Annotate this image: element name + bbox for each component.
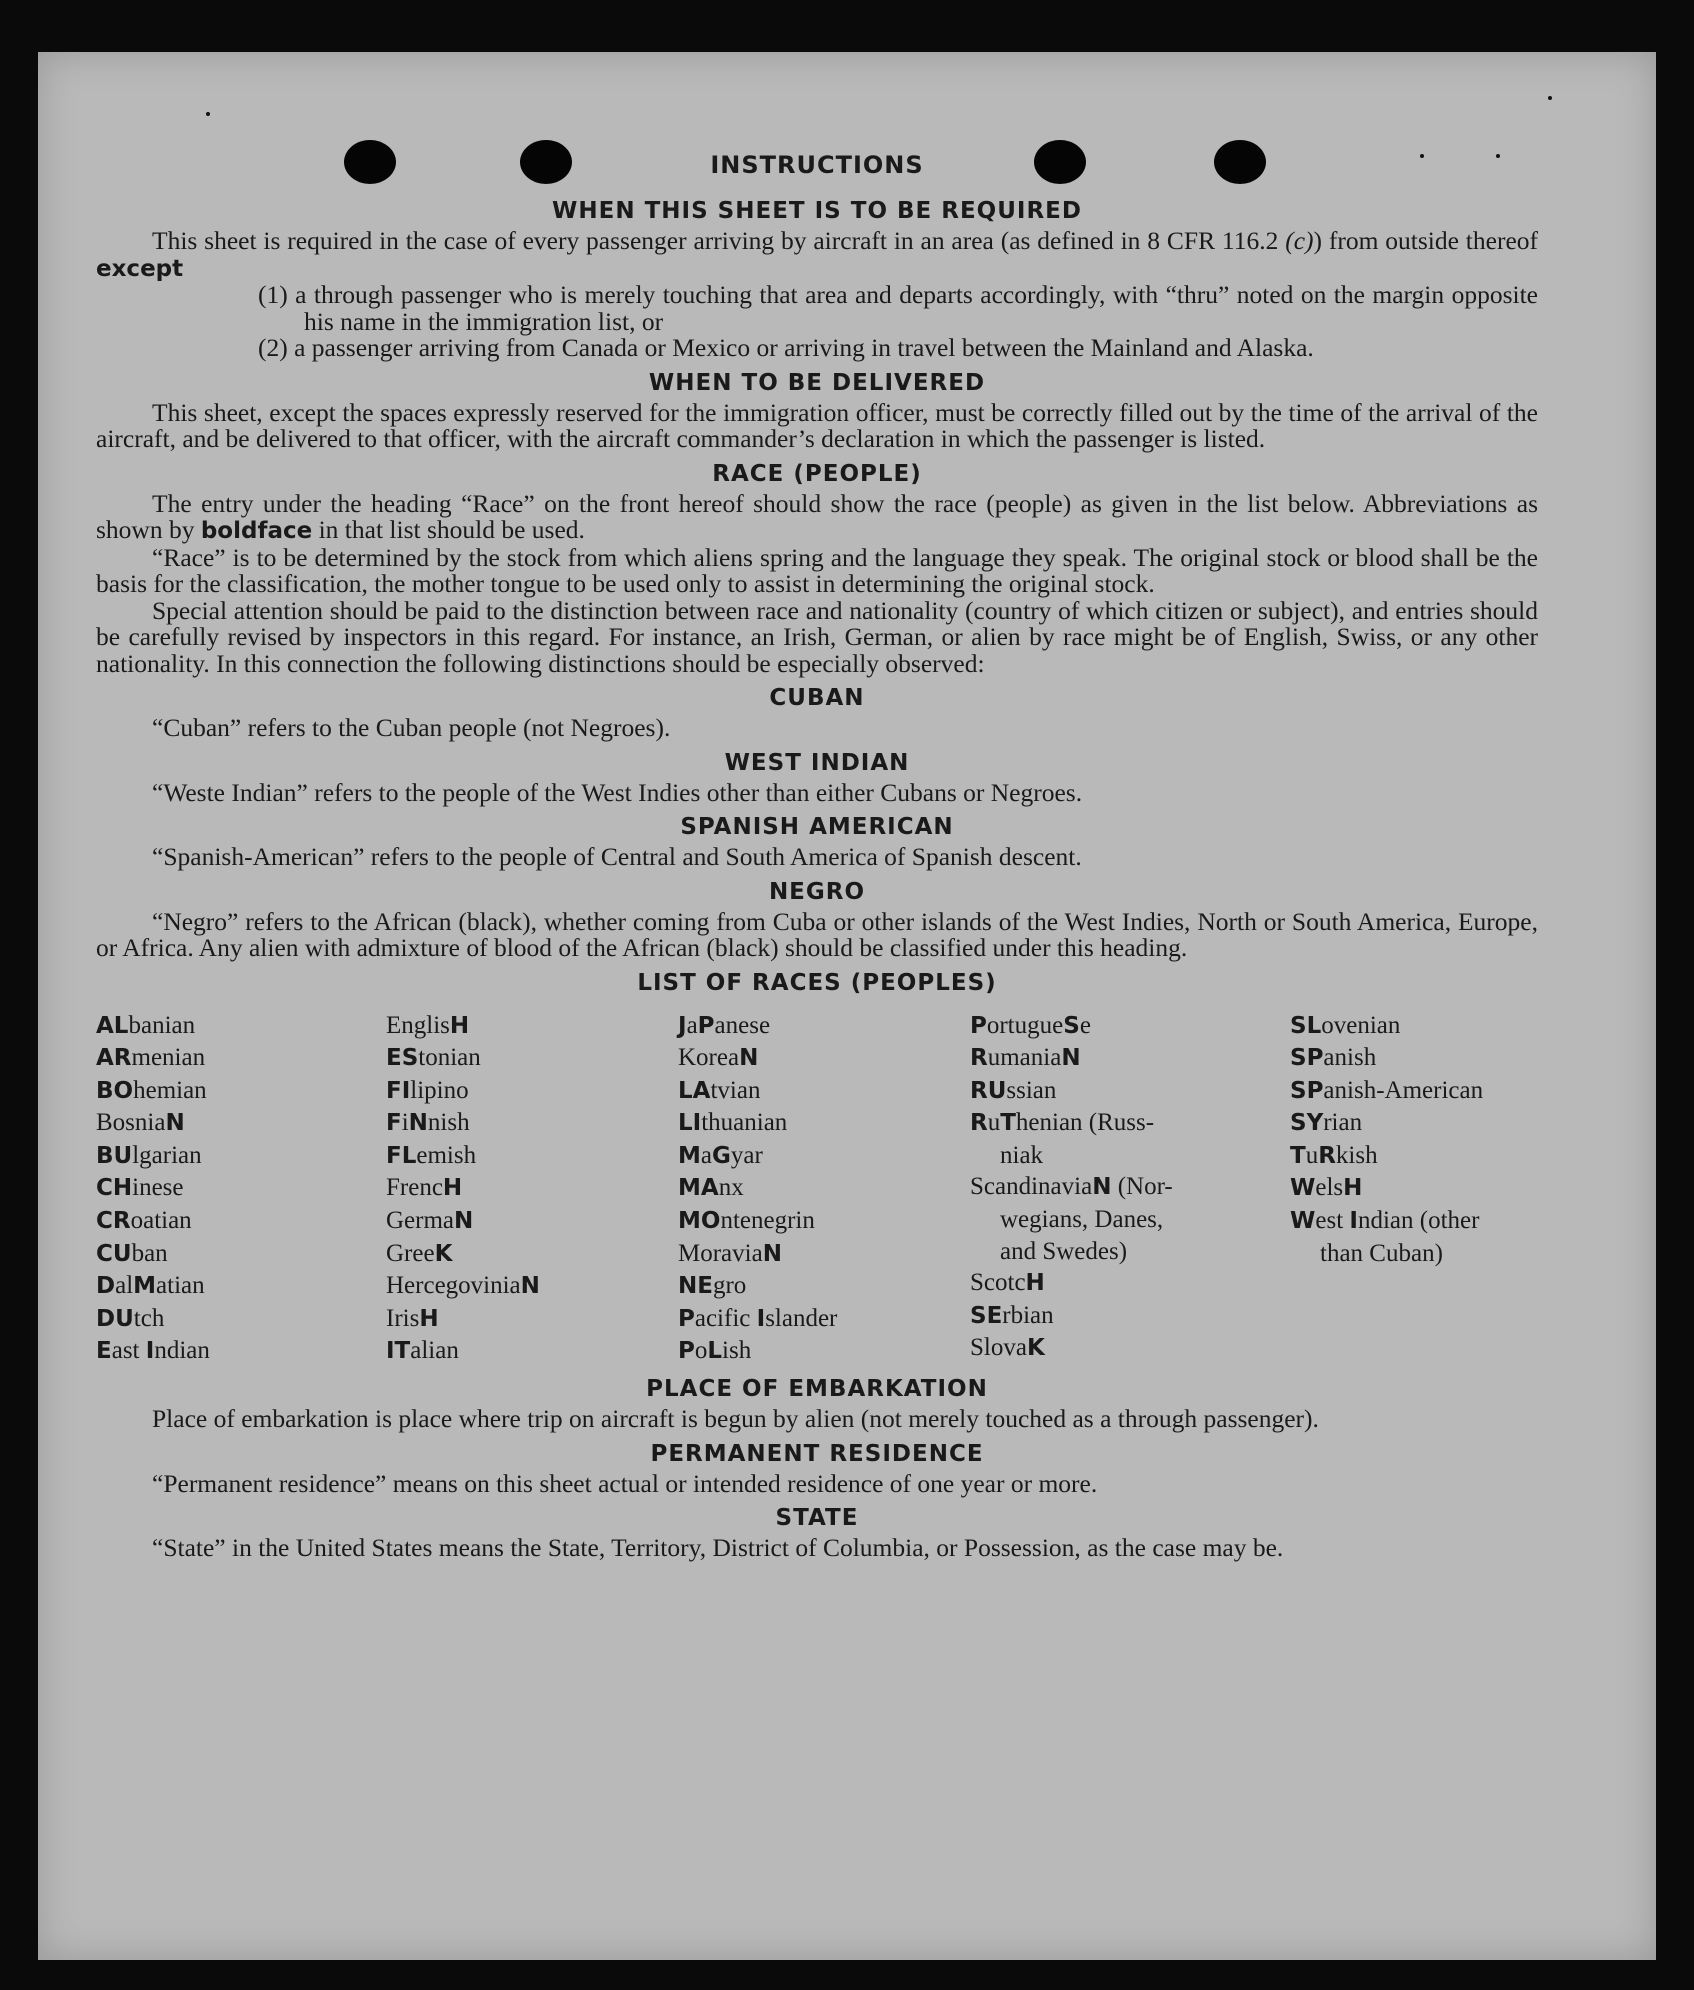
race-entry (386, 1042, 678, 1075)
race-text: ast (111, 1337, 146, 1365)
race-text: i (401, 1109, 409, 1137)
race-entry (386, 1238, 678, 1271)
race-entry (678, 1042, 970, 1075)
race-abbreviation: N (408, 1110, 428, 1137)
race-abbreviation: AL (96, 1012, 129, 1039)
race-entry (678, 1238, 970, 1271)
race-abbreviation: N (1061, 1045, 1081, 1072)
intro-text: ) from outside thereof (1313, 226, 1539, 255)
race-abbreviation: R (1318, 1142, 1336, 1169)
race-text: (Nor- wegians, Danes, and Swedes) (1000, 1173, 1173, 1265)
race-abbreviation: CR (96, 1208, 131, 1235)
race-abbreviation: N (165, 1110, 185, 1137)
race-text: rian (1323, 1109, 1363, 1137)
race-abbreviation: W (1290, 1208, 1316, 1235)
race-abbreviation: L (707, 1338, 723, 1365)
embarkation-text: Place of embarkation is place where trip on aircraft is begun by alien (not merely touched as a through passenger). (152, 1404, 1319, 1434)
race-text: atian (156, 1272, 205, 1300)
race-entry (678, 1270, 970, 1303)
race-entry (96, 1335, 386, 1368)
race-text: ortugue (986, 1011, 1064, 1039)
race-text: u (987, 1109, 1001, 1137)
race-column (96, 1010, 386, 1369)
race-abbreviation: R (970, 1045, 988, 1072)
race-text: Hercegovinia (386, 1272, 521, 1300)
race-entry (678, 1010, 970, 1043)
race-paragraph-3: Special attention should be paid to the distinction between race and nationality (country of which citizen or subject), and entries should be carefully revised by inspectors in this regard. For instance, an Irish, German, or alien by race might be of English, Swiss, or any other nationality. In this connection the following distinctions should be especially observed: (96, 595, 1538, 678)
race-entry (386, 1270, 678, 1303)
race-text: menian (131, 1044, 206, 1072)
race-abbreviation: P (970, 1012, 987, 1039)
race-text: rbian (1002, 1301, 1054, 1329)
race-abbreviation: SY (1290, 1110, 1324, 1137)
race-text: anese (714, 1011, 771, 1039)
race-entry (678, 1205, 970, 1238)
race-entry (386, 1172, 678, 1205)
race-text: tonian (418, 1044, 481, 1072)
heading-spanish-american: SPANISH AMERICAN (680, 814, 954, 840)
race-entry (96, 1238, 386, 1271)
race-column (970, 1010, 1290, 1369)
when-required-intro (96, 228, 1538, 282)
race-text: gro (712, 1272, 747, 1300)
negro-text: “Negro” refers to the African (black), whether coming from Cuba or other islands of the West Indies, North or South America, Europe, or Africa. Any alien with admixture of blood of the African (black) should be classified under this heading. (96, 906, 1538, 962)
race-entry (1290, 1107, 1538, 1140)
race-text: a (686, 1011, 698, 1039)
race-text: henian (Russ- niak (1000, 1109, 1155, 1169)
race-entry (386, 1335, 678, 1368)
race-abbreviation: MO (678, 1208, 721, 1235)
race-text: oatian (130, 1207, 192, 1235)
race-column (386, 1010, 678, 1369)
race-text: Englis (386, 1011, 450, 1039)
race-entry (386, 1205, 678, 1238)
race-abbreviation: BO (96, 1077, 134, 1104)
race-entry (1290, 1010, 1538, 1043)
race-abbreviation: E (96, 1338, 112, 1365)
exception-item-1: (1) a through passenger who is merely touching that area and departs accordingly, with “thru” noted on the margin opposite his name in the immigration list, or (258, 280, 1538, 336)
race-abbreviation: F (386, 1110, 402, 1137)
heading-cuban: CUBAN (769, 685, 865, 711)
race-abbreviation: H (442, 1175, 463, 1202)
race-p1-text: in that list should be used. (312, 515, 585, 544)
race-abbreviation: LI (678, 1110, 702, 1137)
race-entry (96, 1140, 386, 1173)
cuban-text: “Cuban” refers to the Cuban people (not Negroes). (152, 713, 671, 742)
race-text: kish (1335, 1141, 1378, 1169)
race-text: lipino (410, 1076, 469, 1104)
state-text: “State” in the United States means the State, Territory, District of Columbia, or Possession, as the case may be. (152, 1533, 1284, 1563)
race-abbreviation: LA (678, 1077, 711, 1104)
race-text: yar (730, 1141, 763, 1169)
race-entry (678, 1140, 970, 1173)
race-entry (386, 1140, 678, 1173)
race-text: Gree (386, 1239, 435, 1267)
race-text: thuanian (701, 1109, 788, 1137)
race-entry (386, 1010, 678, 1043)
race-text: ban (131, 1239, 168, 1267)
race-entry (678, 1075, 970, 1108)
race-text: Slova (970, 1334, 1027, 1362)
race-entry (1290, 1172, 1538, 1205)
race-abbreviation: FI (386, 1077, 411, 1104)
race-abbreviation: S (1063, 1012, 1080, 1039)
race-text: Frenc (386, 1174, 443, 1202)
race-entry (970, 1075, 1290, 1108)
speck (206, 112, 210, 116)
race-abbreviation: P (678, 1305, 695, 1332)
race-abbreviation: IT (386, 1338, 411, 1365)
heading-west-indian: WEST INDIAN (724, 749, 910, 776)
boldface-word: boldface (200, 518, 313, 544)
when-delivered-text: This sheet, except the spaces expressly reserved for the immigration officer, must be correctly filled out by the time of the arrival of the aircraft, and be delivered to that officer, with the aircraft commander’s declaration in which the passenger is listed. (96, 397, 1538, 453)
race-text: u (1305, 1141, 1319, 1169)
race-text: acific (694, 1304, 757, 1332)
race-entry (96, 1010, 386, 1043)
race-entry (1290, 1205, 1538, 1269)
race-entry (96, 1075, 386, 1108)
race-text: alian (410, 1337, 459, 1365)
race-abbreviation: P (697, 1012, 715, 1039)
race-entry (96, 1107, 386, 1140)
race-abbreviation: J (678, 1012, 687, 1039)
race-abbreviation: I (756, 1305, 766, 1332)
race-text: Korea (678, 1044, 740, 1072)
race-abbreviation: N (739, 1045, 759, 1072)
race-text: inese (132, 1174, 184, 1202)
race-text: Iris (386, 1304, 420, 1332)
race-abbreviation: CU (96, 1240, 132, 1267)
race-abbreviation: M (678, 1142, 701, 1169)
race-text: a (700, 1141, 712, 1169)
instructions-body (96, 150, 1538, 1562)
race-abbreviation: H (1343, 1175, 1363, 1202)
race-paragraph-2: “Race” is to be determined by the stock from which aliens spring and the language they speak. The original stock or blood shall be the basis for the classification, the mother tongue to be used only to assist in determining the original stock. (96, 542, 1538, 598)
race-abbreviation: K (434, 1240, 453, 1267)
race-abbreviation: SE (970, 1302, 1003, 1329)
race-abbreviation: SP (1290, 1045, 1324, 1072)
race-entry (1290, 1140, 1538, 1173)
race-entry (970, 1107, 1290, 1171)
race-abbreviation: M (133, 1273, 157, 1300)
race-abbreviation: FL (386, 1142, 417, 1169)
race-abbreviation: P (678, 1338, 695, 1365)
race-text: els (1315, 1174, 1344, 1202)
race-abbreviation: H (449, 1012, 470, 1039)
race-text: tch (133, 1304, 165, 1332)
race-abbreviation: N (520, 1273, 540, 1300)
heading-negro: NEGRO (768, 878, 866, 905)
race-abbreviation: MA (678, 1175, 719, 1202)
race-text: e (1079, 1011, 1091, 1039)
race-entry (678, 1107, 970, 1140)
race-text: al (115, 1272, 134, 1300)
race-text: Germa (386, 1207, 455, 1235)
race-abbreviation: I (1349, 1208, 1358, 1235)
race-abbreviation: H (419, 1305, 439, 1332)
race-abbreviation: RU (970, 1077, 1007, 1104)
race-text: ntenegrin (720, 1207, 815, 1235)
race-abbreviation: ES (386, 1045, 419, 1072)
race-abbreviation: D (96, 1273, 116, 1300)
race-text: lgarian (132, 1141, 202, 1169)
race-paragraph-1 (96, 488, 1538, 545)
race-abbreviation: BU (96, 1142, 133, 1169)
race-text: emish (416, 1141, 477, 1169)
race-abbreviation: N (1092, 1174, 1112, 1201)
race-abbreviation: W (1290, 1175, 1316, 1202)
heading-state: STATE (775, 1505, 859, 1532)
race-entry (970, 1300, 1290, 1333)
race-entry (386, 1107, 678, 1140)
race-entry (1290, 1075, 1538, 1108)
race-entry (96, 1205, 386, 1238)
heading-when-delivered: WHEN TO BE DELIVERED (648, 369, 986, 396)
heading-race: RACE (PEOPLE) (712, 460, 922, 487)
west-indian-text: “Weste Indian” refers to the people of the West Indies other than either Cubans or Negroes. (152, 777, 1083, 807)
heading-when-required: WHEN THIS SHEET IS TO BE REQUIRED (552, 198, 1082, 224)
race-text: Moravia (678, 1239, 763, 1267)
race-abbreviation: T (1290, 1142, 1306, 1169)
race-text: o (694, 1337, 708, 1365)
race-text: hemian (133, 1076, 207, 1104)
race-entry (970, 1267, 1290, 1300)
race-text: est (1315, 1207, 1350, 1235)
race-entry (1290, 1042, 1538, 1075)
race-abbreviation: SP (1290, 1077, 1324, 1104)
residence-text: “Permanent residence” means on this sheet actual or intended residence of one year or more. (152, 1468, 1098, 1498)
race-text: slander (765, 1304, 838, 1332)
heading-embarkation: PLACE OF EMBARKATION (646, 1376, 988, 1403)
race-text: ndian (other than Cuban) (1320, 1207, 1480, 1267)
race-text: anish-American (1323, 1076, 1484, 1104)
race-text: Bosnia (96, 1109, 166, 1137)
race-abbreviation: G (712, 1142, 731, 1169)
race-text: banian (128, 1011, 196, 1039)
race-abbreviation: N (454, 1208, 474, 1235)
race-text: tvian (710, 1076, 761, 1104)
race-abbreviation: AR (96, 1045, 132, 1072)
race-entry (970, 1010, 1290, 1043)
race-entry (96, 1042, 386, 1075)
heading-list-of-races: LIST OF RACES (PEOPLES) (637, 969, 997, 996)
race-text: anish (1323, 1044, 1377, 1072)
race-text: ndian (154, 1337, 210, 1365)
race-entry (678, 1335, 970, 1368)
race-column (1290, 1010, 1538, 1369)
race-entry (678, 1172, 970, 1205)
race-text: ssian (1006, 1076, 1057, 1104)
race-abbreviation: SL (1290, 1012, 1322, 1039)
race-abbreviation: R (970, 1110, 988, 1137)
race-entry (96, 1303, 386, 1336)
race-entry (970, 1332, 1290, 1365)
race-entry (96, 1172, 386, 1205)
race-text: Scandinavia (970, 1173, 1093, 1201)
race-text: Scotc (970, 1269, 1026, 1297)
race-entry (970, 1042, 1290, 1075)
race-abbreviation: H (1025, 1270, 1045, 1297)
race-abbreviation: DU (96, 1305, 134, 1332)
race-abbreviation: NE (678, 1273, 713, 1300)
race-text: nish (427, 1109, 470, 1137)
exception-item-2: (2) a passenger arriving from Canada or Mexico or arriving in travel between the Mainland and Alaska. (258, 333, 1314, 362)
intro-clause: (c) (1285, 226, 1314, 255)
heading-permanent-residence: PERMANENT RESIDENCE (650, 1440, 984, 1467)
race-abbreviation: I (145, 1338, 155, 1365)
race-abbreviation: T (1000, 1110, 1016, 1137)
race-text: nx (718, 1174, 744, 1202)
race-entry (386, 1303, 678, 1336)
race-abbreviation: K (1026, 1335, 1045, 1362)
race-entry (96, 1270, 386, 1303)
spanish-american-text: “Spanish-American” refers to the people of Central and South America of Spanish descent. (152, 842, 1082, 871)
race-entry (386, 1075, 678, 1108)
race-entry (970, 1171, 1290, 1267)
race-abbreviation: CH (96, 1175, 133, 1202)
except-word: except (96, 255, 184, 282)
page-title: INSTRUCTIONS (710, 151, 924, 179)
race-text: ovenian (1321, 1011, 1401, 1039)
intro-text: This sheet is required in the case of every passenger arriving by aircraft in an area (as defined in 8 CFR 116.2 (152, 226, 1286, 255)
race-column (678, 1010, 970, 1369)
speck (1548, 96, 1552, 100)
race-entry (678, 1303, 970, 1336)
race-abbreviation: N (762, 1240, 782, 1267)
race-text: ish (722, 1337, 752, 1365)
race-text: umania (987, 1044, 1062, 1072)
race-list (96, 1010, 1538, 1369)
race-p1-text: The entry under the heading “Race” on the front hereof should show the race (people) as given in the list below. Abbreviations as shown by (96, 488, 1538, 544)
